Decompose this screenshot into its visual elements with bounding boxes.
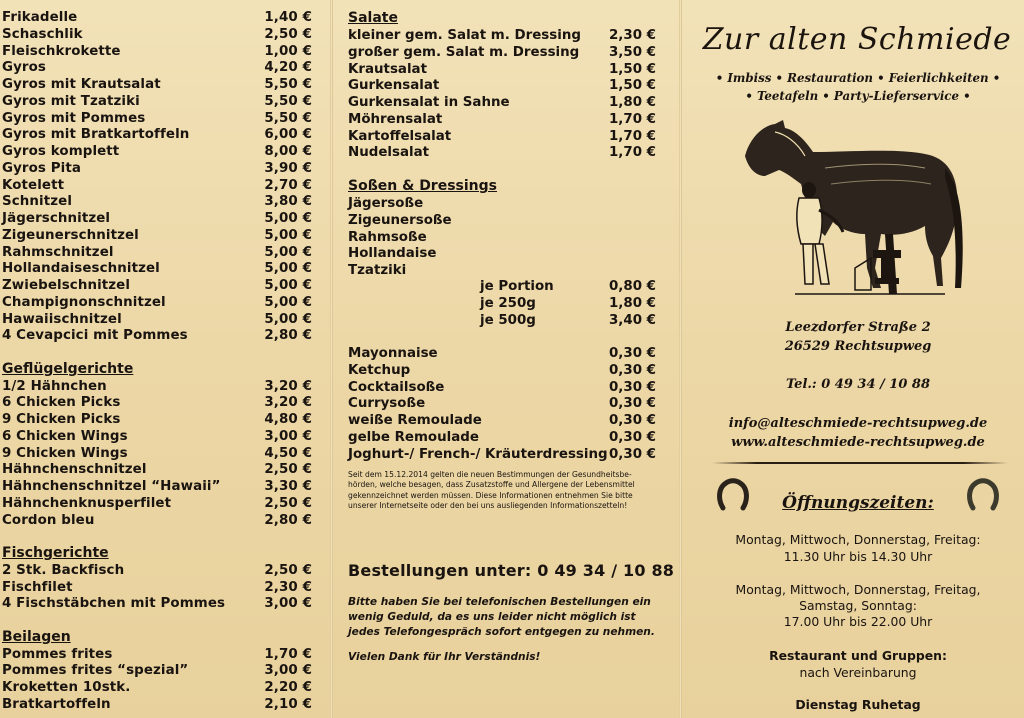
menu-item-row	[2, 562, 312, 579]
menu-item-price: 3,00 €	[264, 428, 312, 444]
menu-item-price: 2,30 €	[608, 28, 656, 43]
menu-item-price: 2,20 €	[264, 680, 312, 695]
menu-item-price: 1,40 €	[264, 10, 312, 25]
closed-day: Dienstag Ruhetag	[795, 697, 921, 712]
menu-item-price: 2,70 €	[264, 177, 312, 193]
menu-item-price: 2,50 €	[264, 562, 312, 578]
menu-item-row	[348, 195, 658, 212]
menu-item-row	[348, 61, 658, 78]
menu-item-name: 6 Chicken Wings	[2, 428, 128, 444]
menu-item-name: Nudelsalat	[348, 145, 430, 161]
menu-item-row	[2, 110, 312, 127]
menu-item-name: Krautsalat	[348, 61, 427, 77]
menu-item-name: Möhrensalat	[348, 111, 443, 127]
menu-item-name: Jägersoße	[348, 196, 424, 211]
hours-block1-days: Montag, Mittwoch, Donnerstag, Freitag:	[735, 532, 981, 547]
menu-item-price: 3,90 €	[264, 160, 312, 176]
menu-item-row	[348, 262, 658, 279]
menu-item-name: Cordon bleu	[2, 512, 95, 528]
menu-item-price: 0,30 €	[608, 346, 656, 361]
menu-item-name: Tzatziki	[348, 263, 407, 278]
email-link[interactable]: info@alteschmiede-rechtsupweg.de	[728, 416, 988, 431]
menu-item-price: 8,00 €	[264, 144, 312, 159]
menu-item-row	[2, 193, 312, 210]
menu-item-price: 1,80 €	[608, 295, 656, 311]
menu-item-price: 5,50 €	[264, 77, 312, 92]
menu-item-price: 0,30 €	[608, 413, 656, 428]
menu-item-name: Frikadelle	[2, 10, 78, 25]
menu-item-price: 5,00 €	[264, 278, 312, 293]
hours-block2-days2: Samstag, Sonntag:	[799, 598, 917, 613]
menu-item-price: 5,00 €	[264, 227, 312, 243]
menu-item-row	[348, 362, 658, 379]
menu-item-name: Zwiebelschnitzel	[2, 278, 131, 293]
menu-item-row	[2, 478, 312, 495]
menu-item-name: kleiner gem. Salat m. Dressing	[348, 28, 581, 43]
opening-hours-title: Öffnungszeiten:	[782, 493, 934, 513]
menu-item-row	[2, 93, 312, 110]
menu-item-name: Kroketten 10stk.	[2, 680, 131, 695]
menu-item-price: 2,80 €	[264, 328, 312, 344]
menu-item-name: Gyros mit Bratkartoffeln	[2, 127, 190, 143]
menu-item-name: Ketchup	[348, 362, 411, 378]
menu-item-row	[2, 461, 312, 478]
menu-item-name: Cocktailsoße	[348, 379, 445, 395]
menu-item-row	[348, 295, 658, 312]
website-link[interactable]: www.alteschmiede-rechtsupweg.de	[731, 435, 985, 450]
menu-item-row	[2, 378, 312, 395]
menu-item-price: 5,00 €	[264, 311, 312, 327]
menu-item-row	[2, 311, 312, 328]
allergen-notice: Seit dem 15.12.2014 gelten die neuen Bestimmungen der Gesundheitsbe-hörden, welche besagen, dass Zusatzstoffe und Allergene der Lebensmittel gekennzeichnet werden müssen. Diese Informationen entnehmen Sie bitte unserer Internetseite oder den bei uns ausliegenden Informationszetteln!	[348, 470, 635, 510]
menu-item-name: Kotelett	[2, 177, 65, 193]
menu-item-row	[2, 210, 312, 227]
menu-item-row	[2, 126, 312, 143]
menu-item-row	[2, 646, 312, 663]
menu-item-row	[348, 312, 658, 329]
menu-item-name: Hollandaise	[348, 246, 437, 262]
menu-item-name: Hawaiischnitzel	[2, 311, 122, 327]
menu-item-name: 2 Stk. Backfisch	[2, 562, 125, 578]
menu-item-name: Zigeunerschnitzel	[2, 227, 139, 243]
menu-item-price: 0,30 €	[608, 379, 656, 395]
menu-item-name: Gyros mit Pommes	[2, 110, 146, 126]
menu-item-name: Jägerschnitzel	[2, 211, 111, 226]
menu-item-name: Gyros	[2, 60, 46, 76]
menu-item-row	[2, 327, 312, 344]
menu-item-price: 0,30 €	[608, 362, 656, 378]
menu-item-price: 2,80 €	[264, 512, 312, 528]
menu-item-name: Hähnchenschnitzel	[2, 462, 147, 478]
address-city: 26529 Rechtsupweg	[784, 339, 932, 354]
menu-item-row	[2, 445, 312, 462]
menu-item-price: 5,00 €	[264, 294, 312, 310]
section-title-gefluegel: Geflügelgerichte	[2, 360, 134, 377]
menu-item-price: 6,00 €	[264, 127, 312, 143]
menu-item-price: 5,00 €	[264, 211, 312, 226]
menu-item-price: 3,00 €	[264, 663, 312, 679]
thanks-note: Vielen Dank für Ihr Verständnis!	[348, 651, 541, 663]
menu-item-row	[2, 679, 312, 696]
menu-item-row	[2, 294, 312, 311]
menu-item-name: 4 Fischstäbchen mit Pommes	[2, 596, 226, 612]
menu-item-row	[2, 394, 312, 411]
menu-item-row	[348, 44, 658, 61]
menu-item-price: 4,20 €	[264, 60, 312, 76]
hours-block2-days: Montag, Mittwoch, Donnerstag, Freitag,	[735, 582, 981, 597]
menu-item-price: 1,00 €	[264, 43, 312, 59]
menu-item-name: Zigeunersoße	[348, 212, 452, 228]
menu-item-row	[348, 245, 658, 262]
menu-item-price: 1,70 €	[608, 111, 656, 127]
menu-item-name: Champignonschnitzel	[2, 294, 166, 310]
menu-item-row	[2, 512, 312, 529]
menu-item-price: 3,00 €	[264, 596, 312, 612]
menu-item-name: je Portion	[480, 279, 554, 294]
menu-item-name: Currysoße	[348, 396, 426, 412]
services-line-2: • Teetafeln • Party-Lieferservice •	[745, 89, 971, 103]
menu-item-price: 2,50 €	[264, 462, 312, 478]
menu-item-row	[2, 26, 312, 43]
menu-item-row	[348, 379, 658, 396]
menu-item-name: Hollandaiseschnitzel	[2, 261, 160, 277]
section-title-fisch: Fischgerichte	[2, 545, 109, 561]
menu-item-row	[2, 177, 312, 194]
menu-item-price: 4,80 €	[264, 412, 312, 427]
menu-item-row	[348, 345, 658, 362]
menu-item-name: großer gem. Salat m. Dressing	[348, 44, 580, 60]
menu-item-name: je 500g	[480, 312, 536, 328]
menu-item-price: 3,40 €	[608, 312, 656, 328]
menu-item-price: 1,70 €	[608, 128, 656, 144]
menu-item-price: 2,30 €	[264, 579, 312, 595]
menu-item-name: 4 Cevapcici mit Pommes	[2, 328, 188, 344]
menu-item-name: Gurkensalat in Sahne	[348, 95, 510, 110]
menu-item-name: gelbe Remoulade	[348, 429, 479, 445]
menu-item-row	[348, 412, 658, 429]
menu-item-price: 5,00 €	[264, 244, 312, 260]
restaurant-logo-name: Zur alten Schmiede	[702, 22, 1012, 57]
menu-item-row	[2, 579, 312, 596]
menu-item-price: 3,30 €	[264, 479, 312, 494]
menu-item-name: 9 Chicken Picks	[2, 412, 121, 427]
menu-item-name: Hähnchenknusperfilet	[2, 495, 172, 511]
menu-item-name: 6 Chicken Picks	[2, 395, 121, 411]
menu-item-price: 0,30 €	[608, 429, 656, 445]
menu-item-price: 1,50 €	[608, 61, 656, 77]
menu-item-price: 0,80 €	[608, 279, 656, 294]
menu-item-row	[348, 77, 658, 94]
menu-item-name: weiße Remoulade	[348, 413, 482, 428]
menu-item-row	[2, 43, 312, 60]
menu-item-row	[348, 395, 658, 412]
services-line-1: • Imbiss • Restauration • Feierlichkeiten •	[715, 71, 1001, 85]
menu-item-row	[2, 59, 312, 76]
menu-item-row	[348, 212, 658, 229]
menu-item-name: Hähnchenschnitzel “Hawaii”	[2, 479, 221, 494]
menu-item-price: 1,80 €	[608, 95, 656, 110]
divider-rule	[712, 462, 1008, 464]
hours-block1-time: 11.30 Uhr bis 14.30 Uhr	[783, 549, 933, 564]
menu-item-row	[348, 27, 658, 44]
menu-item-row	[2, 76, 312, 93]
address-street: Leezdorfer Straße 2	[785, 320, 931, 335]
order-phone-line: Bestellungen unter: 0 49 34 / 10 88	[348, 561, 675, 580]
menu-item-row	[2, 277, 312, 294]
menu-item-name: Gyros Pita	[2, 160, 81, 176]
menu-item-row	[2, 411, 312, 428]
menu-item-row	[2, 160, 312, 177]
menu-item-price: 5,50 €	[264, 93, 312, 109]
menu-item-name: Fleischkrokette	[2, 43, 121, 59]
hours-block2-time: 17.00 Uhr bis 22.00 Uhr	[783, 614, 933, 629]
menu-item-row	[348, 144, 658, 161]
menu-item-price: 2,50 €	[264, 26, 312, 42]
phone-number: Tel.: 0 49 34 / 10 88	[785, 377, 931, 392]
menu-item-price: 4,50 €	[264, 445, 312, 461]
menu-item-name: Bratkartoffeln	[2, 696, 111, 712]
menu-item-name: Pommes frites	[2, 646, 113, 662]
section-title-salate: Salate	[348, 10, 398, 26]
menu-item-name: Rahmsoße	[348, 229, 427, 245]
menu-item-row	[348, 429, 658, 446]
menu-item-name: Schnitzel	[2, 194, 73, 210]
menu-item-row	[2, 227, 312, 244]
menu-item-price: 3,80 €	[264, 194, 312, 210]
menu-item-name: Gyros mit Tzatziki	[2, 93, 140, 109]
menu-item-row	[348, 128, 658, 145]
order-note: Bitte haben Sie bei telefonischen Bestellungen ein wenig Geduld, da es uns leider nicht möglich ist jedes Telefongespräch sofort entgegen zu nehmen.	[348, 596, 655, 638]
menu-item-name: Fischfilet	[2, 579, 73, 595]
menu-item-row	[2, 595, 312, 612]
menu-item-row	[2, 260, 312, 277]
menu-item-name: Gyros mit Krautsalat	[2, 77, 161, 92]
menu-item-price: 0,30 €	[608, 446, 656, 462]
fold-line	[679, 0, 682, 718]
section-title-sossen: Soßen & Dressings	[348, 178, 497, 194]
menu-item-row	[2, 244, 312, 261]
menu-item-price: 1,70 €	[608, 145, 656, 161]
menu-item-price: 3,20 €	[264, 395, 312, 411]
menu-item-row	[2, 696, 312, 713]
menu-item-name: 1/2 Hähnchen	[2, 378, 107, 394]
menu-item-row	[2, 662, 312, 679]
menu-item-price: 3,20 €	[264, 378, 312, 394]
horse-blacksmith-illustration	[735, 118, 967, 308]
menu-item-name: Schaschlik	[2, 26, 83, 42]
menu-item-row	[2, 143, 312, 160]
groups-title: Restaurant und Gruppen:	[769, 648, 947, 663]
menu-item-price: 5,50 €	[264, 110, 312, 126]
section-title-beilagen: Beilagen	[2, 628, 71, 645]
menu-item-price: 2,10 €	[264, 696, 312, 712]
menu-item-name: Gyros komplett	[2, 144, 120, 159]
menu-item-row	[2, 9, 312, 26]
menu-item-price: 1,70 €	[264, 646, 312, 662]
menu-item-name: Joghurt-/ French-/ Kräuterdressing	[348, 446, 608, 462]
menu-item-price: 1,50 €	[608, 78, 656, 94]
menu-item-name: Pommes frites “spezial”	[2, 663, 189, 679]
menu-item-name: 9 Chicken Wings	[2, 445, 128, 461]
menu-item-row	[348, 446, 658, 463]
menu-item-name: Kartoffelsalat	[348, 128, 452, 144]
menu-item-price: 3,50 €	[608, 44, 656, 60]
menu-item-row	[348, 229, 658, 246]
menu-item-row	[348, 278, 658, 295]
menu-item-name: Rahmschnitzel	[2, 244, 114, 260]
menu-item-name: je 250g	[480, 295, 536, 311]
menu-item-name: Mayonnaise	[348, 346, 438, 361]
menu-item-name: Gurkensalat	[348, 78, 440, 94]
groups-note: nach Vereinbarung	[799, 665, 917, 680]
menu-item-price: 0,30 €	[608, 396, 656, 412]
menu-item-price: 2,50 €	[264, 495, 312, 511]
menu-item-row	[2, 428, 312, 445]
menu-item-row	[2, 495, 312, 512]
fold-line	[330, 0, 333, 718]
menu-item-row	[348, 111, 658, 128]
menu-item-price: 5,00 €	[264, 261, 312, 277]
menu-item-row	[348, 94, 658, 111]
